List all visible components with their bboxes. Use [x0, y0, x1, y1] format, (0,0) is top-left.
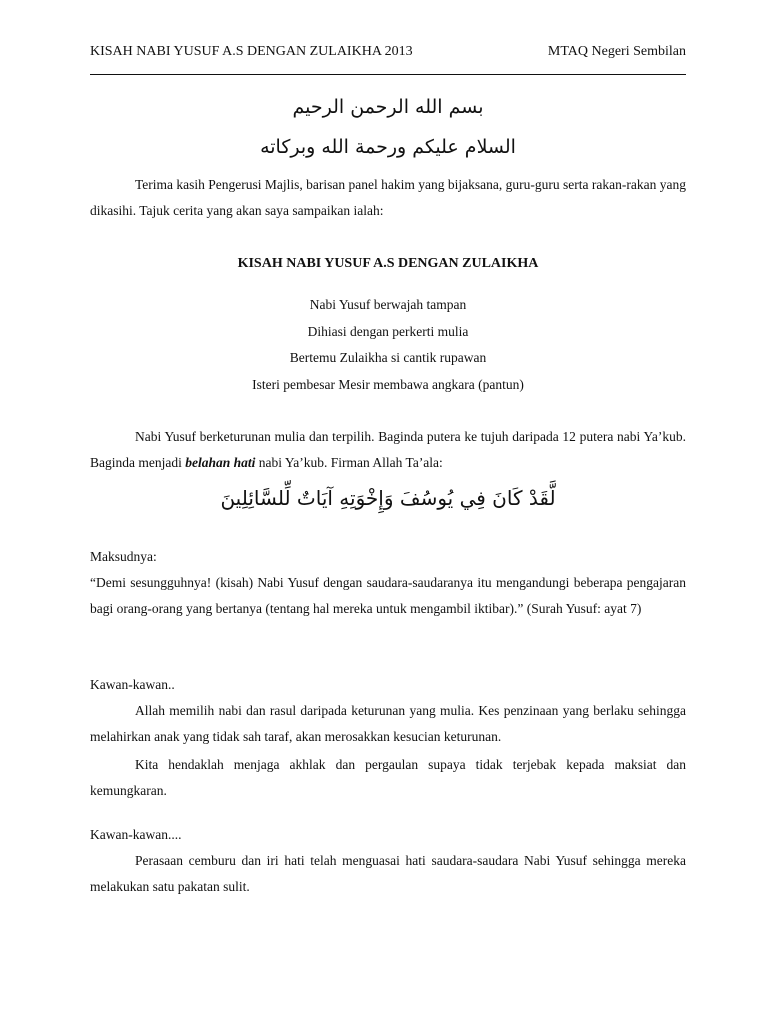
emphasis-text: belahan hati: [185, 455, 256, 470]
header-organization: MTAQ Negeri Sembilan: [547, 44, 686, 59]
paragraph-text: nabi Ya’kub. Firman Allah Ta’ala:: [255, 455, 443, 470]
pantun-line: Bertemu Zulaikha si cantik rupawan: [289, 350, 487, 365]
pantun-block: [90, 292, 686, 398]
paragraph-lineage: [90, 424, 686, 476]
pantun-line: Nabi Yusuf berwajah tampan: [309, 297, 467, 312]
pantun-line: Isteri pembesar Mesir membawa angkara (pantun): [252, 376, 524, 392]
header-title: KISAH NABI YUSUF A.S DENGAN ZULAIKHA 2013: [90, 44, 413, 59]
quran-verse: لَّقَدْ كَانَ فِي يُوسُفَ وَإِخْوَتِهِ آيَاتٌ لِّلسَّائِلِينَ: [220, 486, 556, 510]
kawan-heading: Kawan-kawan..: [90, 677, 175, 692]
verse-translation: “Demi sesungguhnya! (kisah) Nabi Yusuf dengan saudara-saudaranya itu mengandungi beberapa pengajaran bagi orang-orang yang bertanya (tentang hal mereka untuk mengambil iktibar).” (Surah Yusuf: ayat 7): [90, 575, 686, 616]
paragraph-lineage-purity: Allah memilih nabi dan rasul daripada keturunan yang mulia. Kes penzinaan yang berlaku sehingga melahirkan anak yang tidak sah taraf, akan merosakkan kesucian keturunan.: [90, 703, 686, 744]
basmalah: بسم الله الرحمن الرحيم: [292, 96, 484, 118]
kawan-heading: Kawan-kawan....: [90, 827, 182, 842]
story-title: KISAH NABI YUSUF A.S DENGAN ZULAIKHA: [237, 256, 539, 271]
pantun-line: Dihiasi dengan perkerti mulia: [307, 323, 469, 339]
paragraph-jealousy: Perasaan cemburu dan iri hati telah menguasai hati saudara-saudara Nabi Yusuf sehingga mereka melakukan satu pakatan sulit.: [90, 853, 686, 894]
salam-greeting: السلام عليكم ورحمة الله وبركاته: [260, 136, 516, 158]
paragraph-text: Nabi Yusuf berketurunan mulia dan terpilih. Baginda putera ke tujuh daripada 12 putera nabi Ya’kub. Baginda menjadi: [90, 429, 686, 470]
paragraph-akhlak: Kita hendaklah menjaga akhlak dan pergaulan supaya tidak terjebak kepada maksiat dan kemungkaran.: [90, 757, 686, 798]
header-divider: [90, 74, 686, 75]
maksudnya-label: Maksudnya:: [90, 549, 157, 564]
intro-paragraph: Terima kasih Pengerusi Majlis, barisan panel hakim yang bijaksana, guru-guru serta rakan-rakan yang dikasihi. Tajuk cerita yang akan saya sampaikan ialah:: [90, 177, 686, 218]
